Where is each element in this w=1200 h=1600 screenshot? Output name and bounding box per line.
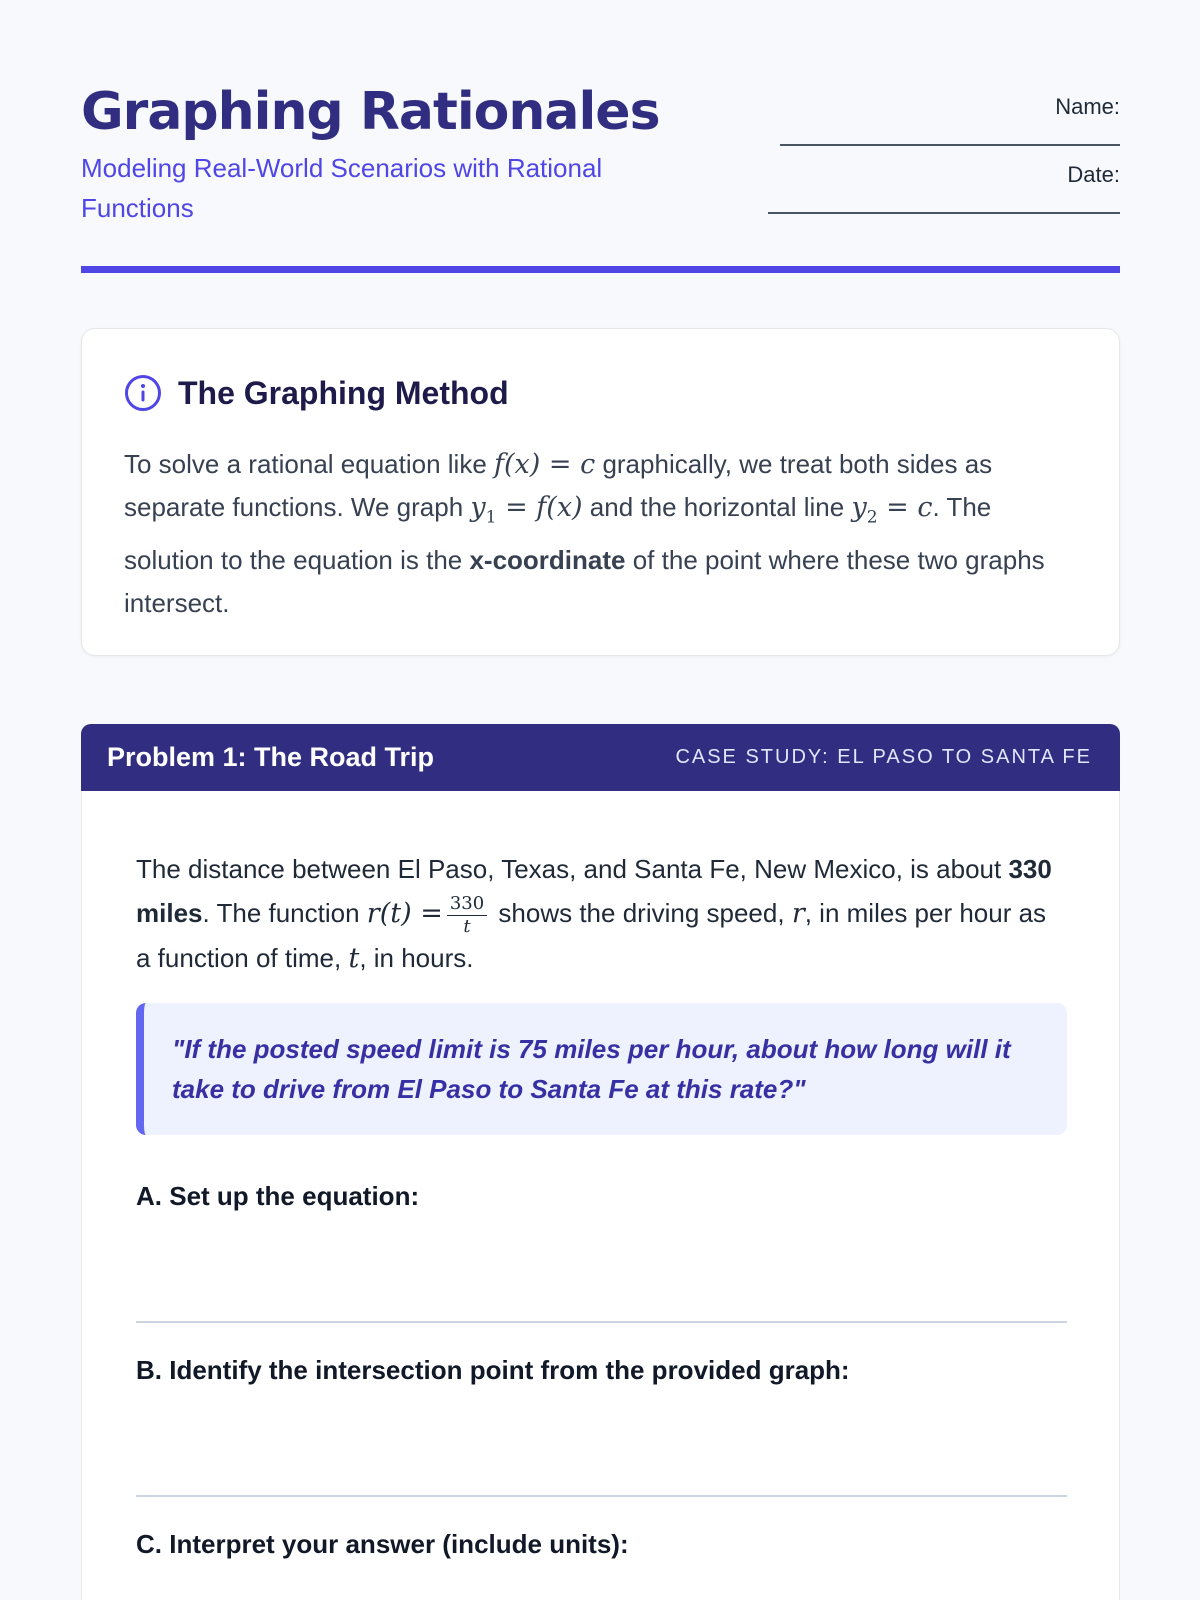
var-r: r <box>791 898 805 929</box>
problem-title: Problem 1: The Road Trip <box>107 742 435 772</box>
header-divider <box>81 266 1120 273</box>
info-circle-icon <box>124 374 162 412</box>
math-y1: $y_1 = f(x)$ <box>470 492 583 528</box>
function-lhs: r(t) = <box>366 898 443 929</box>
problem-question-quote: "If the posted speed limit is 75 miles per hour, about how long will it take to drive from El Paso to Santa Fe at this rate?" <box>136 1003 1067 1135</box>
math-fx-equals-c: f(x) = c <box>494 449 596 480</box>
name-field-line[interactable] <box>780 144 1120 146</box>
info-card-header <box>124 371 509 415</box>
problem-description <box>136 847 1066 981</box>
question-c-label: C. Interpret your answer (include units): <box>136 1529 629 1559</box>
info-bold-term: x-coordinate <box>469 545 626 576</box>
date-label: Date: <box>1067 162 1120 187</box>
answer-b-line[interactable] <box>136 1495 1067 1497</box>
problem-text-4: , in miles per hour as a function of time, <box>136 898 1047 973</box>
worksheet-header <box>81 0 1120 274</box>
question-a-label: A. Set up the equation: <box>136 1181 420 1211</box>
fraction-numerator: 330 <box>447 895 487 916</box>
fraction-denominator: t <box>463 915 471 937</box>
answer-a-line[interactable] <box>136 1321 1067 1323</box>
question-b-label: B. Identify the intersection point from the provided graph: <box>136 1355 850 1385</box>
info-card-body <box>124 443 1074 625</box>
info-text-5: of the point where these two graphs intersect. <box>124 545 1045 619</box>
problem-text-5: , in hours. <box>359 943 474 973</box>
info-card-title: The Graphing Method <box>178 374 509 411</box>
problem-header-bar <box>81 724 1120 791</box>
case-study-tag: CASE STUDY: EL PASO TO SANTA FE <box>675 746 1092 768</box>
graphing-method-card <box>81 328 1120 656</box>
info-text-2: graphically, we treat both sides as separate functions. We graph <box>124 449 993 522</box>
name-label: Name: <box>1055 94 1120 119</box>
problem-1-card <box>81 724 1120 1600</box>
date-field-line[interactable] <box>768 212 1120 214</box>
math-y2: $y_2 = c$ <box>851 492 933 528</box>
var-t: t <box>348 943 360 974</box>
worksheet-page <box>81 0 1120 1559</box>
info-text-3: and the horizontal line <box>582 492 852 522</box>
name-date-block <box>760 92 1120 228</box>
page-title: Graphing Rationales <box>81 82 660 142</box>
problem-text-3: shows the driving speed, <box>491 898 792 928</box>
info-text-1: To solve a rational equation like <box>124 449 495 479</box>
problem-text-1: The distance between El Paso, Texas, and Santa Fe, New Mexico, is about <box>136 854 1009 884</box>
info-text-4: . The solution to the equation is the <box>124 492 992 576</box>
page-subtitle: Modeling Real-World Scenarios with Rational Functions <box>81 153 603 223</box>
problem-text-2: . The function <box>202 898 367 928</box>
fraction-330-over-t <box>447 892 487 937</box>
distance-value: 330 miles <box>136 854 1052 928</box>
